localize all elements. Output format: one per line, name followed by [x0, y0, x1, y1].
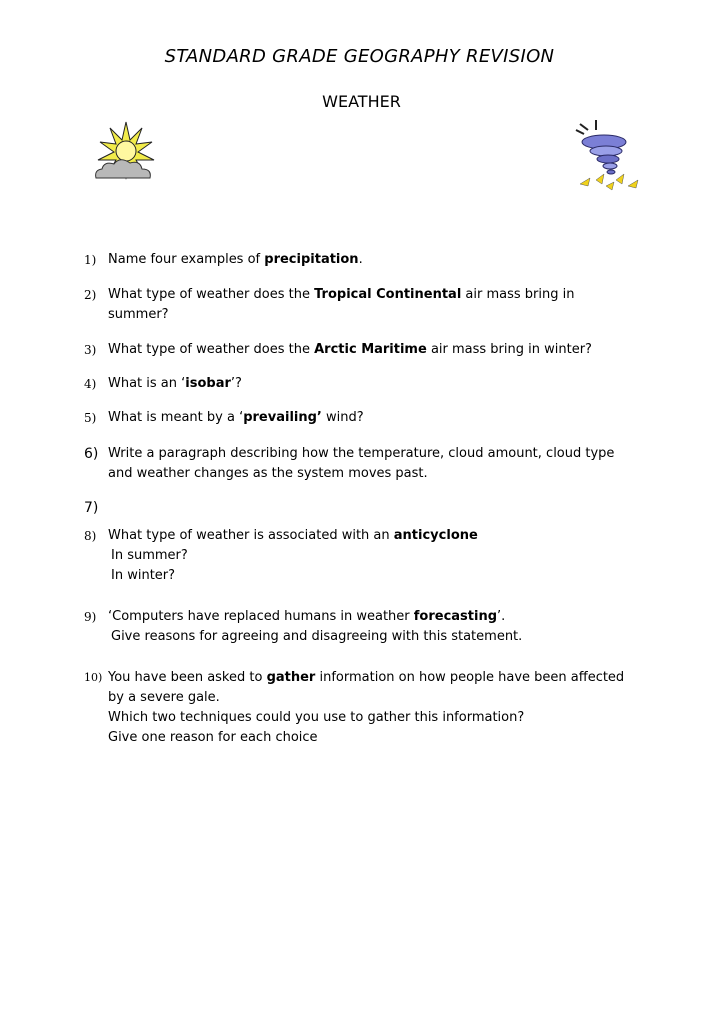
page-subtitle: WEATHER: [322, 92, 401, 111]
question-number: 6): [84, 446, 99, 462]
question-9: 9) ‘Computers have replaced humans in weather forecasting’. Give reasons for agreeing and disagreeing with this statement.: [84, 609, 523, 644]
question-number: 10): [84, 671, 103, 684]
question-number: 7): [84, 500, 99, 516]
question-number: 5): [84, 411, 97, 425]
question-8: 8) What type of weather is associated with an anticyclone In summer? In winter?: [84, 528, 478, 583]
question-1: 1) Name four examples of precipitation.: [84, 250, 684, 270]
question-number: 4): [84, 377, 97, 391]
question-number: 8): [84, 529, 97, 543]
question-10: 10) You have been asked to gather information on how people have been affected by a severe gale. Which two techniques could you use to gather this information? Give one reason for each choice: [84, 670, 625, 745]
sun-cloud-icon: [92, 120, 158, 190]
question-number: 2): [84, 288, 97, 302]
question-5: 5) What is meant by a ‘prevailing’ wind?: [84, 408, 684, 428]
page-title: STANDARD GRADE GEOGRAPHY REVISION: [164, 46, 555, 67]
question-number: 9): [84, 610, 97, 624]
question-number: 3): [84, 343, 97, 357]
question-3: 3) What type of weather does the Arctic Maritime air mass bring in winter?: [84, 340, 684, 360]
question-4: 4) What is an ‘isobar’?: [84, 374, 684, 394]
question-2: 2) What type of weather does the Tropical Continental air mass bring in summer?: [84, 287, 575, 322]
tornado-icon: [570, 118, 644, 194]
question-number: 1): [84, 253, 97, 267]
question-6: 6) Write a paragraph describing how the temperature, cloud amount, cloud type and weather changes as the system moves past.: [84, 446, 615, 481]
